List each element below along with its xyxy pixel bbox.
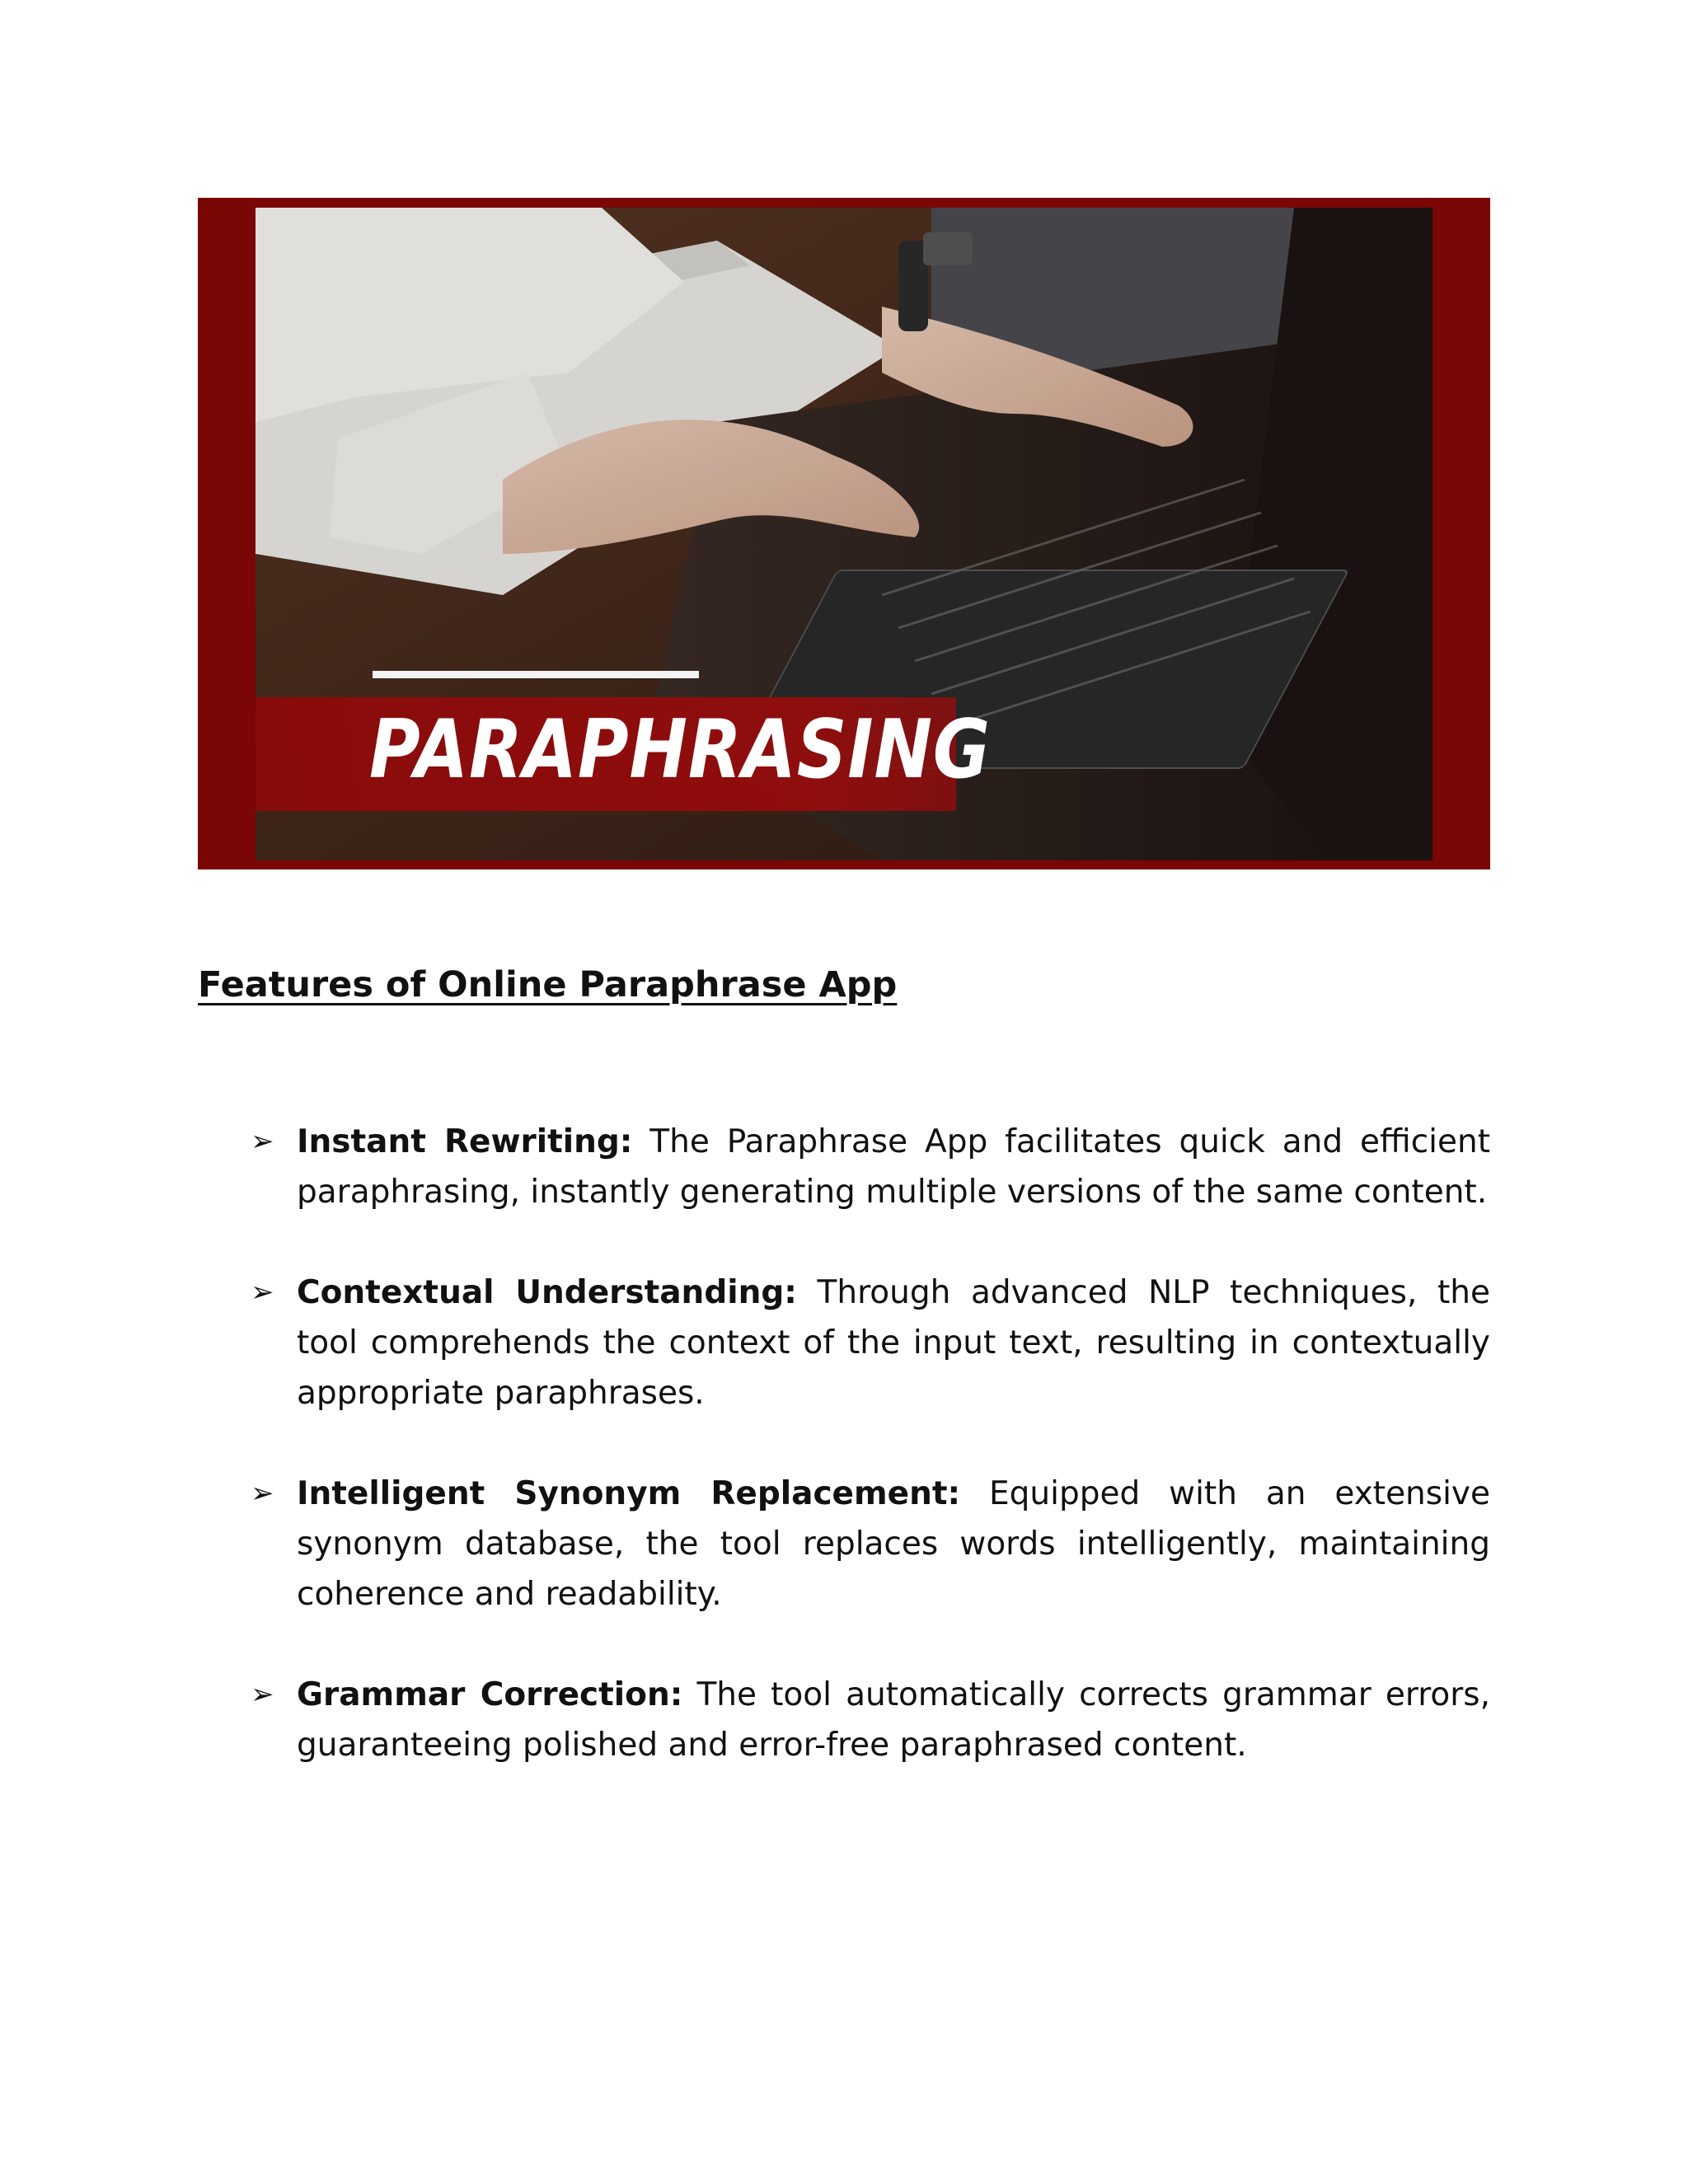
feature-title: Grammar Correction: — [297, 1676, 683, 1713]
section-heading: Features of Online Paraphrase App — [198, 964, 898, 1005]
feature-title: Intelligent Synonym Replacement: — [297, 1475, 961, 1512]
feature-item — [198, 1268, 1490, 1418]
feature-item — [198, 1117, 1490, 1217]
arrow-bullet-icon: ➢ — [251, 1678, 274, 1711]
banner-title: PARAPHRASING — [369, 703, 991, 797]
title-rule — [373, 671, 699, 678]
arrow-bullet-icon: ➢ — [251, 1276, 274, 1309]
feature-title: Instant Rewriting: — [297, 1123, 633, 1160]
feature-title: Contextual Understanding: — [297, 1274, 797, 1311]
typing-photo — [256, 208, 1432, 860]
feature-text: Through advanced NLP techniques, the tool comprehends the context of the input text, resulting in contextually appropriate paraphrases. — [297, 1274, 1491, 1412]
feature-item — [198, 1670, 1490, 1770]
banner-image — [198, 198, 1490, 869]
feature-text: Equipped with an extensive synonym database, the tool replaces words intelligently, maintaining coherence and readability. — [297, 1475, 1491, 1613]
arrow-bullet-icon: ➢ — [251, 1125, 274, 1158]
arrow-bullet-icon: ➢ — [251, 1477, 274, 1510]
feature-text: The tool automatically corrects grammar errors, guaranteeing polished and error-free paraphrased content. — [297, 1676, 1490, 1764]
feature-list — [198, 1117, 1490, 1821]
feature-item — [198, 1469, 1490, 1619]
feature-text: The Paraphrase App facilitates quick and efficient paraphrasing, instantly generating multiple versions of the same content. — [297, 1123, 1490, 1211]
